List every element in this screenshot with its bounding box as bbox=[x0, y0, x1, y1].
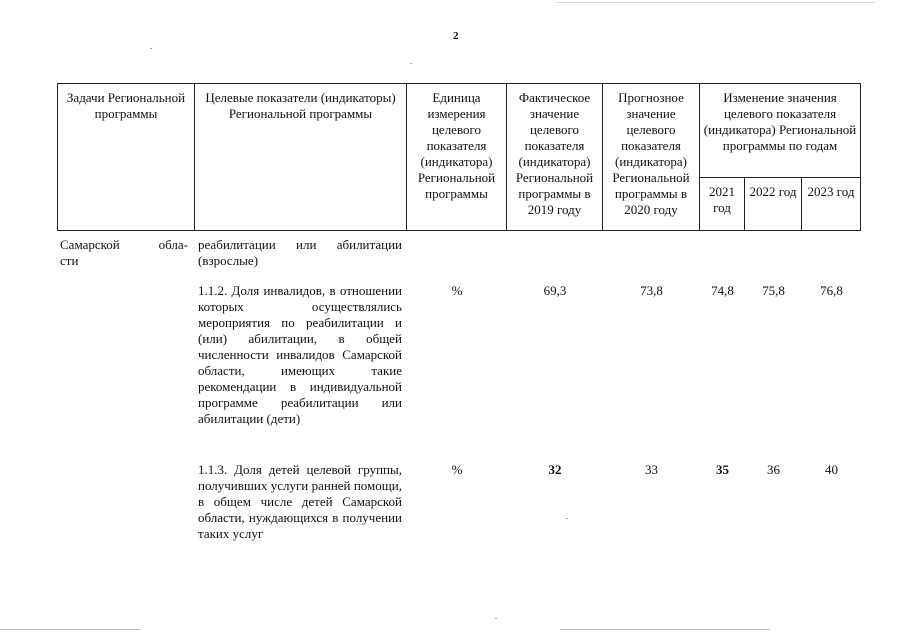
header-tasks: Задачи Региональной программы bbox=[58, 84, 195, 231]
header-unit: Единица измерения целевого показателя (индикатора) Региональной программы bbox=[407, 84, 507, 231]
actual-2019-1-1-2: 69,3 bbox=[543, 283, 567, 298]
value-2022-1-1-3: 36 bbox=[767, 462, 780, 477]
scan-artifact-line bbox=[560, 629, 770, 630]
header-year-2022: 2022 год bbox=[745, 178, 802, 231]
scan-speck bbox=[495, 618, 497, 619]
unit-1-1-2: % bbox=[451, 283, 463, 298]
header-change-by-year: Изменение значения целевого показателя (индикатора) Региональной программы по годам bbox=[700, 84, 861, 178]
task-line-1: Самарской обла- bbox=[60, 237, 188, 252]
actual-2019-1-1-3: 32 bbox=[548, 462, 562, 477]
value-2023-1-1-3: 40 bbox=[825, 462, 838, 477]
forecast-2020-1-1-3: 33 bbox=[645, 462, 658, 477]
forecast-2020-1-1-2: 73,8 bbox=[640, 283, 663, 298]
value-2021-1-1-3: 35 bbox=[716, 462, 729, 477]
value-2022-1-1-2: 75,8 bbox=[762, 283, 785, 298]
page-number: 2 bbox=[453, 30, 459, 42]
scan-artifact-line bbox=[555, 2, 875, 3]
table-header bbox=[57, 83, 861, 231]
value-2023-1-1-2: 76,8 bbox=[820, 283, 843, 298]
indicator-1-1-3: 1.1.3. Доля детей целевой группы, получивших услуги ранней помощи, в общем числе детей Самарской области, нуждающихся в получении таких услуг bbox=[198, 462, 402, 541]
unit-1-1-3: % bbox=[451, 462, 463, 477]
indicator-1-1-2: 1.1.2. Доля инвалидов, в отношении которых осуществлялись мероприятия по реабилитации и (или) абилитации, в общей численности инвалидов Самарской области, имеющих такие рекомендации в индивидуальной программе реабилитации или абилитации (дети) bbox=[198, 283, 402, 426]
header-year-2021: 2021 год bbox=[700, 178, 745, 231]
scan-speck bbox=[410, 63, 412, 64]
scan-speck bbox=[150, 48, 152, 49]
header-indicators: Целевые показатели (индикаторы) Региональной программы bbox=[195, 84, 407, 231]
scan-artifact-line bbox=[0, 629, 140, 630]
continued-indicator: реабилитации или абилитации (взрослые) bbox=[198, 237, 402, 268]
task-cell bbox=[60, 237, 188, 269]
header-forecast-2020: Прогнозное значение целевого показателя (индикатора) Региональной программы в 2020 году bbox=[603, 84, 700, 231]
value-2021-1-1-2: 74,8 bbox=[711, 283, 734, 298]
header-year-2023: 2023 год bbox=[802, 178, 861, 231]
header-actual-2019: Фактическое значение целевого показателя (индикатора) Региональной программы в 2019 году bbox=[507, 84, 603, 231]
scan-speck bbox=[566, 518, 568, 519]
task-line-2: сти bbox=[60, 253, 79, 268]
